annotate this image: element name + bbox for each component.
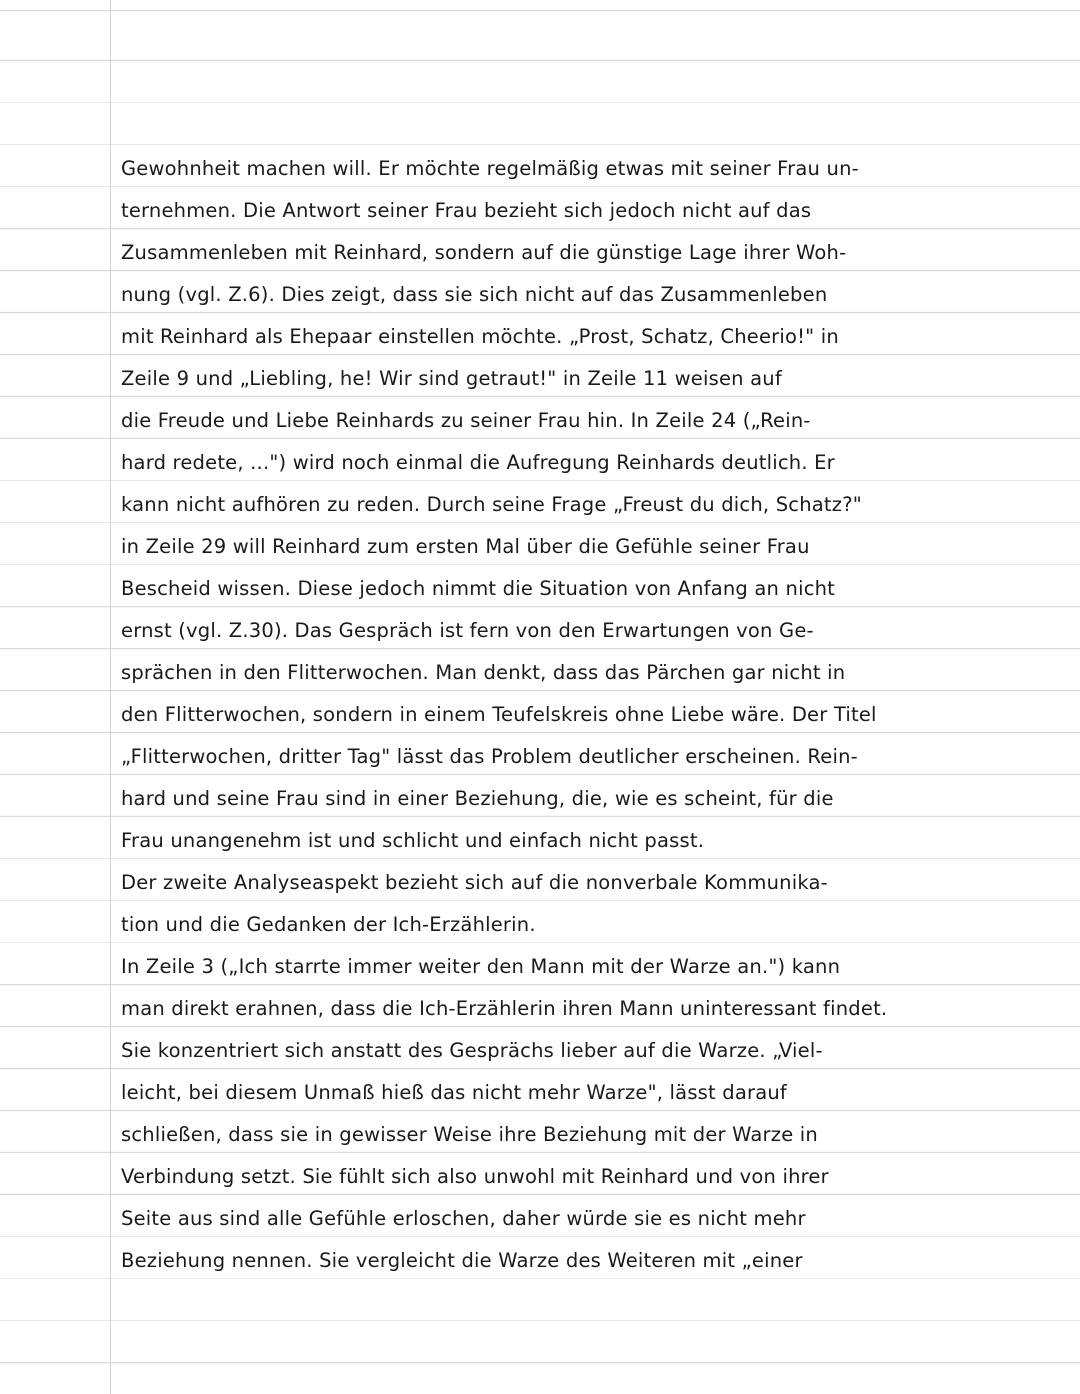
- text-line: Beziehung nennen. Sie vergleicht die Warze des Weiteren mit „einer: [121, 1249, 803, 1272]
- text-line: nung (vgl. Z.6). Dies zeigt, dass sie sich nicht auf das Zusammenleben: [121, 283, 828, 306]
- text-line: In Zeile 3 („Ich starrte immer weiter den Mann mit der Warze an.") kann: [121, 955, 841, 978]
- handwritten-text-block: [121, 148, 936, 1282]
- text-line: kann nicht aufhören zu reden. Durch seine Frage „Freust du dich, Schatz?": [121, 493, 862, 516]
- text-line: Sie konzentriert sich anstatt des Gesprächs lieber auf die Warze. „Viel-: [121, 1039, 823, 1062]
- text-line: „Flitterwochen, dritter Tag" lässt das Problem deutlicher erscheinen. Rein-: [121, 745, 858, 768]
- text-line: ternehmen. Die Antwort seiner Frau bezieht sich jedoch nicht auf das: [121, 199, 812, 222]
- text-line: ernst (vgl. Z.30). Das Gespräch ist fern von den Erwartungen von Ge-: [121, 619, 814, 642]
- text-line: Zusammenleben mit Reinhard, sondern auf die günstige Lage ihrer Woh-: [121, 241, 847, 264]
- text-line: Frau unangenehm ist und schlicht und einfach nicht passt.: [121, 829, 705, 852]
- text-line: die Freude und Liebe Reinhards zu seiner Frau hin. In Zeile 24 („Rein-: [121, 409, 811, 432]
- text-line: hard redete, ...") wird noch einmal die Aufregung Reinhards deutlich. Er: [121, 451, 835, 474]
- text-line: in Zeile 29 will Reinhard zum ersten Mal über die Gefühle seiner Frau: [121, 535, 810, 558]
- text-line: Seite aus sind alle Gefühle erloschen, daher würde sie es nicht mehr: [121, 1207, 806, 1230]
- text-line: Zeile 9 und „Liebling, he! Wir sind getraut!" in Zeile 11 weisen auf: [121, 367, 782, 390]
- text-line: tion und die Gedanken der Ich-Erzählerin.: [121, 913, 536, 936]
- text-line: Gewohnheit machen will. Er möchte regelmäßig etwas mit seiner Frau un-: [121, 157, 859, 180]
- text-line: den Flitterwochen, sondern in einem Teufelskreis ohne Liebe wäre. Der Titel: [121, 703, 877, 726]
- text-line: Bescheid wissen. Diese jedoch nimmt die Situation von Anfang an nicht: [121, 577, 836, 600]
- text-line: Der zweite Analyseaspekt bezieht sich auf die nonverbale Kommunika-: [121, 871, 828, 894]
- text-line: hard und seine Frau sind in einer Beziehung, die, wie es scheint, für die: [121, 787, 834, 810]
- margin-line: [110, 0, 111, 1394]
- text-line: mit Reinhard als Ehepaar einstellen möchte. „Prost, Schatz, Cheerio!" in: [121, 325, 839, 348]
- text-line: man direkt erahnen, dass die Ich-Erzählerin ihren Mann uninteressant findet.: [121, 997, 888, 1020]
- text-line: sprächen in den Flitterwochen. Man denkt, dass das Pärchen gar nicht in: [121, 661, 846, 684]
- text-line: schließen, dass sie in gewisser Weise ihre Beziehung mit der Warze in: [121, 1123, 818, 1146]
- text-line: leicht, bei diesem Unmaß hieß das nicht mehr Warze", lässt darauf: [121, 1081, 788, 1104]
- text-line: Verbindung setzt. Sie fühlt sich also unwohl mit Reinhard und von ihrer: [121, 1165, 829, 1188]
